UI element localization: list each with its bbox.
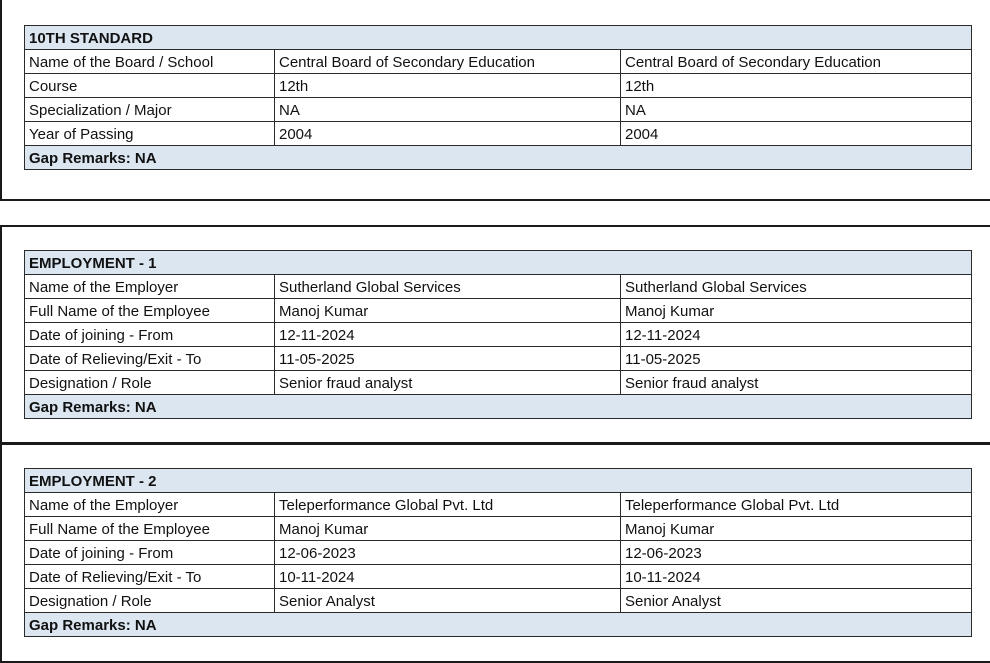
gap-remarks-row [25,395,972,419]
row-value-1: Central Board of Secondary Education [275,50,621,74]
gap-remarks: Gap Remarks: NA [25,395,972,419]
table-row [25,371,972,395]
section-header-row [25,26,972,50]
table-row [25,74,972,98]
row-value-2: NA [621,98,972,122]
employment-1-table [24,250,972,419]
row-value-1: Manoj Kumar [275,517,621,541]
table-row [25,565,972,589]
row-value-2: Manoj Kumar [621,299,972,323]
row-label: Date of joining - From [25,541,275,565]
row-label: Year of Passing [25,122,275,146]
gap-remarks-row [25,613,972,637]
education-table [24,25,972,170]
row-value-1: NA [275,98,621,122]
row-value-2: 12-06-2023 [621,541,972,565]
row-value-2: Senior Analyst [621,589,972,613]
row-value-1: Sutherland Global Services [275,275,621,299]
row-label: Name of the Employer [25,493,275,517]
section-title: EMPLOYMENT - 2 [25,469,972,493]
row-value-2: Manoj Kumar [621,517,972,541]
table-row [25,347,972,371]
employment-2-table [24,468,972,637]
row-value-1: Senior fraud analyst [275,371,621,395]
section-header-row [25,469,972,493]
table-row [25,541,972,565]
row-value-1: 12-11-2024 [275,323,621,347]
row-value-1: Teleperformance Global Pvt. Ltd [275,493,621,517]
table-row [25,275,972,299]
table-row [25,517,972,541]
section-title: 10TH STANDARD [25,26,972,50]
row-label: Date of Relieving/Exit - To [25,347,275,371]
table-row [25,589,972,613]
row-label: Date of joining - From [25,323,275,347]
row-value-2: 10-11-2024 [621,565,972,589]
row-label: Designation / Role [25,371,275,395]
row-value-1: 10-11-2024 [275,565,621,589]
section-title: EMPLOYMENT - 1 [25,251,972,275]
row-value-1: 2004 [275,122,621,146]
table-row [25,50,972,74]
row-value-2: 12th [621,74,972,98]
row-value-2: 2004 [621,122,972,146]
row-value-1: 11-05-2025 [275,347,621,371]
row-label: Name of the Board / School [25,50,275,74]
table-row [25,98,972,122]
row-value-1: 12-06-2023 [275,541,621,565]
row-label: Date of Relieving/Exit - To [25,565,275,589]
gap-remarks-row [25,146,972,170]
row-label: Specialization / Major [25,98,275,122]
row-label: Name of the Employer [25,275,275,299]
row-value-2: Teleperformance Global Pvt. Ltd [621,493,972,517]
row-label: Full Name of the Employee [25,517,275,541]
table-row [25,493,972,517]
gap-remarks: Gap Remarks: NA [25,146,972,170]
row-value-2: 11-05-2025 [621,347,972,371]
section-header-row [25,251,972,275]
row-label: Full Name of the Employee [25,299,275,323]
row-value-2: Central Board of Secondary Education [621,50,972,74]
row-label: Course [25,74,275,98]
table-row [25,323,972,347]
table-row [25,299,972,323]
row-value-1: Manoj Kumar [275,299,621,323]
row-value-1: Senior Analyst [275,589,621,613]
row-label: Designation / Role [25,589,275,613]
row-value-2: Sutherland Global Services [621,275,972,299]
row-value-2: Senior fraud analyst [621,371,972,395]
gap-remarks: Gap Remarks: NA [25,613,972,637]
row-value-2: 12-11-2024 [621,323,972,347]
table-row [25,122,972,146]
row-value-1: 12th [275,74,621,98]
